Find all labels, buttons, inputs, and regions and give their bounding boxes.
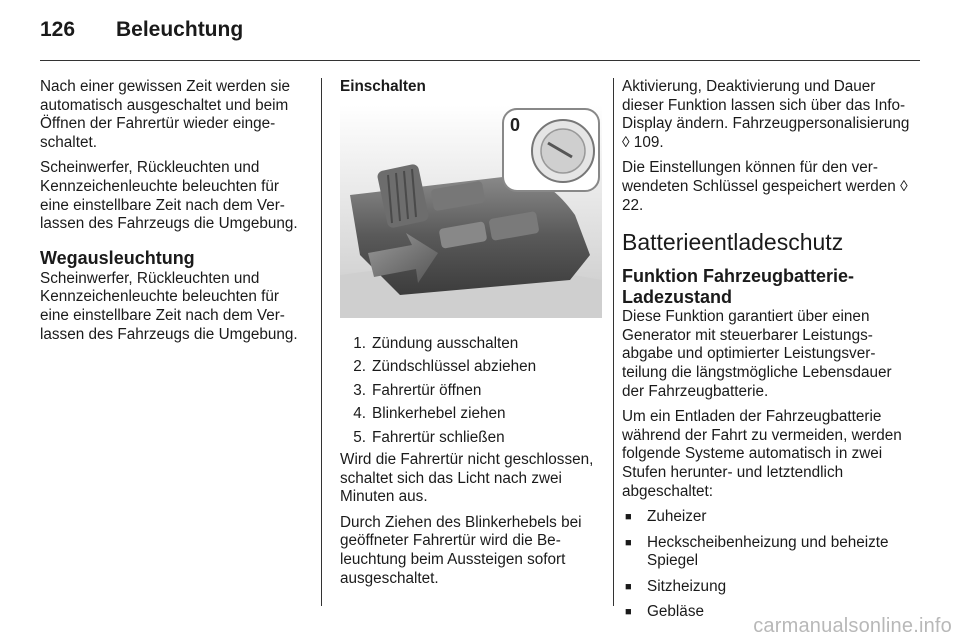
page-title: Beleuchtung <box>116 18 244 41</box>
section-heading: Funktion Fahrzeugbatterie-Ladezustand <box>622 266 855 308</box>
paragraph: Diese Funktion garantiert über einen Generator mit steuerbarer Leistungsabgabe und optimierter Leistungsverteilung die längstmögliche Lebensdauer der Fahrzeugbatterie. <box>622 308 892 400</box>
bullet-icon: ■ <box>625 511 632 524</box>
column-right <box>622 78 912 629</box>
list-item <box>340 332 608 356</box>
watermark: carmanualsonline.info <box>753 615 952 637</box>
step-text: Zündschlüssel abziehen <box>372 358 537 376</box>
step-text: Zündung ausschalten <box>372 334 519 352</box>
paragraph: Aktivierung, Deaktivierung und Dauer dieser Funktion lassen sich über das Info-Display ändern. Fahrzeugpersonalisierung ◊ 109. <box>622 78 910 151</box>
step-number: 1. <box>353 334 366 352</box>
list-item <box>622 578 912 597</box>
list-item-text: Gebläse <box>647 603 704 621</box>
column-divider <box>321 78 322 606</box>
list-item-text: Zuheizer <box>647 508 707 526</box>
bullet-icon: ■ <box>625 536 632 549</box>
step-number: 4. <box>353 405 366 423</box>
section-heading: Einschalten <box>340 78 426 95</box>
step-text: Blinkerhebel ziehen <box>372 405 506 423</box>
list-item-text: Heckscheibenheizung und beheizte Spiegel <box>647 533 889 570</box>
systems-list <box>622 508 912 622</box>
list-item <box>340 379 608 403</box>
list-item <box>622 534 912 571</box>
column-divider <box>613 78 614 606</box>
page-header <box>40 18 243 48</box>
column-middle <box>340 78 608 595</box>
step-number: 5. <box>353 428 366 446</box>
paragraph: Wird die Fahrertür nicht geschlossen, schaltet sich das Licht nach zwei Minuten aus. <box>340 451 594 506</box>
paragraph: Durch Ziehen des Blinkerhebels bei geöffneter Fahrertür wird die Beleuchtung beim Aussteigen sofort ausgeschaltet. <box>340 513 582 587</box>
chapter-heading: Batterieentladeschutz <box>622 229 844 256</box>
list-item <box>340 402 608 426</box>
column-left <box>40 78 308 351</box>
paragraph: Scheinwerfer, Rückleuchten und Kennzeichenleuchte beleuchten für eine einstellbare Zeit nach dem Verlassen des Fahrzeugs die Umgebung. <box>40 159 298 233</box>
list-item <box>622 508 912 527</box>
list-item <box>340 355 608 379</box>
lever-illustration <box>340 105 602 318</box>
paragraph: Nach einer gewissen Zeit werden sie automatisch ausgeschaltet und beim Öffnen der Fahrertür wieder eingeschaltet. <box>40 78 290 151</box>
steps-list <box>340 332 608 450</box>
figure-label: 0 <box>510 114 521 135</box>
header-rule <box>40 60 920 61</box>
paragraph: Die Einstellungen können für den verwendeten Schlüssel gespeichert werden ◊ 22. <box>622 159 908 214</box>
step-number: 3. <box>353 381 366 399</box>
paragraph: Um ein Entladen der Fahrzeugbatterie während der Fahrt zu vermeiden, werden folgende Systeme automatisch in zwei Stufen herunter- und letztendlich abgeschaltet: <box>622 408 902 500</box>
bullet-icon: ■ <box>625 580 632 593</box>
page-number: 126 <box>40 18 76 41</box>
bullet-icon: ■ <box>625 606 632 619</box>
section-heading: Wegausleuchtung <box>40 247 195 268</box>
step-text: Fahrertür öffnen <box>372 381 482 399</box>
paragraph: Scheinwerfer, Rückleuchten und Kennzeichenleuchte beleuchten für eine einstellbare Zeit nach dem Verlassen des Fahrzeugs die Umgebung. <box>40 269 298 343</box>
step-text: Fahrertür schließen <box>372 428 505 446</box>
list-item <box>340 426 608 450</box>
step-number: 2. <box>353 358 366 376</box>
list-item-text: Sitzheizung <box>647 577 727 595</box>
